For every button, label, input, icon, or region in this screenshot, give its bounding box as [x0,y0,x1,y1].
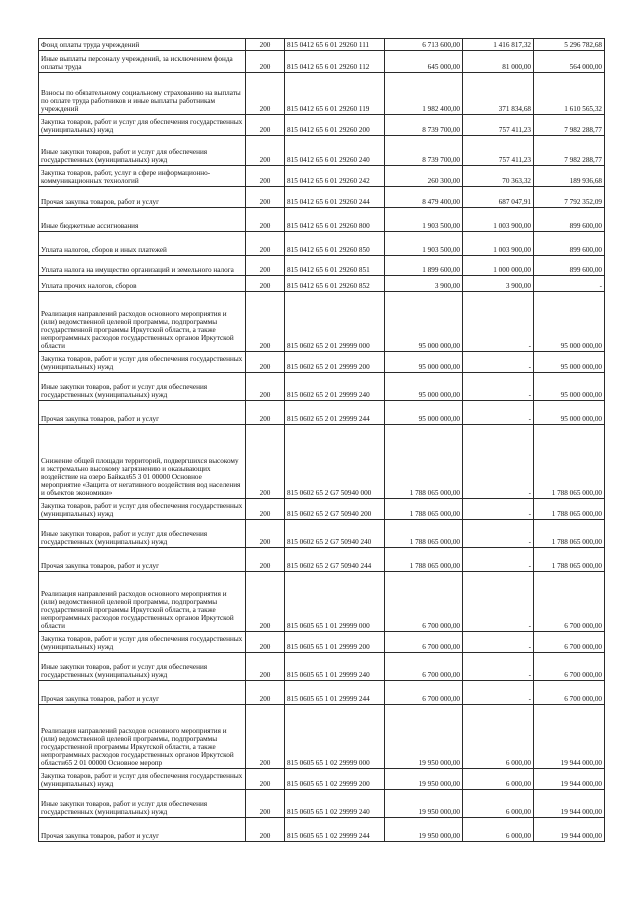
row-executed: - [463,653,534,681]
row-classification-code: 815 0412 65 6 01 29260 112 [285,51,385,73]
row-name: Иные закупки товаров, работ и услуг для обеспечения государственных (муниципальных) нужд [39,653,246,681]
table-row [39,373,605,401]
table-row [39,790,605,818]
row-classification-code: 815 0412 65 6 01 29260 111 [285,39,385,51]
row-remaining: - [534,276,605,292]
row-name: Иные закупки товаров, работ и услуг для обеспечения государственных (муниципальных) нужд [39,373,246,401]
table-row [39,520,605,548]
row-executed: 371 834,68 [463,73,534,115]
row-code: 200 [246,790,285,818]
table-row [39,208,605,232]
row-remaining: 899 600,00 [534,208,605,232]
row-executed: 757 411,23 [463,136,534,166]
row-approved: 8 739 700,00 [385,136,463,166]
row-remaining: 7 982 288,77 [534,136,605,166]
row-approved: 1 899 600,00 [385,256,463,276]
row-executed: 1 003 900,00 [463,232,534,256]
row-remaining: 1 610 565,32 [534,73,605,115]
row-code: 200 [246,681,285,705]
table-row [39,136,605,166]
table-row [39,73,605,115]
row-remaining: 189 936,68 [534,166,605,187]
row-code: 200 [246,769,285,790]
row-code: 200 [246,39,285,51]
row-name: Иные закупки товаров, работ и услуг для обеспечения государственных (муниципальных) нужд [39,520,246,548]
row-remaining: 95 000 000,00 [534,373,605,401]
row-approved: 260 300,00 [385,166,463,187]
row-code: 200 [246,520,285,548]
row-code: 200 [246,401,285,425]
row-remaining: 899 600,00 [534,232,605,256]
table-row [39,51,605,73]
row-code: 200 [246,572,285,632]
row-name: Реализация направлений расходов основного мероприятия и (или) ведомственной целевой программы, подпрограммы государственной программы Иркутской области, а также непрограммных расходов государственных органов Иркутской области65 2 01 00000 Основное меропр [39,705,246,769]
row-remaining: 1 788 065 000,00 [534,425,605,499]
row-name: Реализация направлений расходов основного мероприятия и (или) ведомственной целевой программы, подпрограммы государственной программы Иркутской области, а также непрограммных расходов государственных органов Иркутской области [39,572,246,632]
row-remaining: 95 000 000,00 [534,292,605,352]
row-executed: 1 003 900,00 [463,208,534,232]
table-row [39,632,605,653]
row-name: Закупка товаров, работ и услуг для обеспечения государственных (муниципальных) нужд [39,499,246,520]
row-classification-code: 815 0602 65 2 01 29999 240 [285,373,385,401]
row-executed: - [463,681,534,705]
row-classification-code: 815 0605 65 1 02 29999 200 [285,769,385,790]
row-name: Иные бюджетные ассигнования [39,208,246,232]
row-code: 200 [246,705,285,769]
row-approved: 1 982 400,00 [385,73,463,115]
row-remaining: 19 944 000,00 [534,790,605,818]
row-code: 200 [246,373,285,401]
row-classification-code: 815 0602 65 2 01 29999 200 [285,352,385,373]
row-remaining: 95 000 000,00 [534,401,605,425]
row-classification-code: 815 0605 65 1 02 29999 244 [285,818,385,842]
row-approved: 6 700 000,00 [385,632,463,653]
row-executed: - [463,520,534,548]
row-code: 200 [246,166,285,187]
row-approved: 95 000 000,00 [385,401,463,425]
row-remaining: 7 982 288,77 [534,115,605,136]
row-executed: 6 000,00 [463,769,534,790]
row-code: 200 [246,352,285,373]
table-row [39,352,605,373]
row-approved: 1 903 500,00 [385,208,463,232]
row-approved: 1 788 065 000,00 [385,425,463,499]
row-classification-code: 815 0412 65 6 01 29260 800 [285,208,385,232]
row-remaining: 19 944 000,00 [534,818,605,842]
table-row [39,425,605,499]
row-code: 200 [246,256,285,276]
row-classification-code: 815 0605 65 1 01 29999 244 [285,681,385,705]
row-classification-code: 815 0602 65 2 G7 50940 244 [285,548,385,572]
row-executed: 3 900,00 [463,276,534,292]
row-name: Прочая закупка товаров, работ и услуг [39,548,246,572]
row-approved: 19 950 000,00 [385,705,463,769]
row-code: 200 [246,292,285,352]
row-approved: 19 950 000,00 [385,790,463,818]
table-row [39,256,605,276]
row-executed: - [463,292,534,352]
row-code: 200 [246,276,285,292]
row-classification-code: 815 0412 65 6 01 29260 851 [285,256,385,276]
row-executed: 1 000 000,00 [463,256,534,276]
row-name: Прочая закупка товаров, работ и услуг [39,401,246,425]
table-row [39,769,605,790]
row-classification-code: 815 0605 65 1 01 29999 000 [285,572,385,632]
table-row [39,653,605,681]
row-classification-code: 815 0605 65 1 02 29999 000 [285,705,385,769]
row-remaining: 19 944 000,00 [534,769,605,790]
row-name: Закупка товаров, работ и услуг для обеспечения государственных (муниципальных) нужд [39,352,246,373]
row-remaining: 1 788 065 000,00 [534,520,605,548]
row-classification-code: 815 0602 65 2 G7 50940 200 [285,499,385,520]
row-remaining: 564 000,00 [534,51,605,73]
row-classification-code: 815 0602 65 2 01 29999 000 [285,292,385,352]
row-name: Прочая закупка товаров, работ и услуг [39,818,246,842]
row-name: Закупка товаров, работ и услуг для обеспечения государственных (муниципальных) нужд [39,115,246,136]
row-remaining: 6 700 000,00 [534,653,605,681]
table-row [39,818,605,842]
row-code: 200 [246,136,285,166]
row-classification-code: 815 0412 65 6 01 29260 240 [285,136,385,166]
row-classification-code: 815 0605 65 1 01 29999 240 [285,653,385,681]
row-executed: - [463,632,534,653]
row-name: Уплата налогов, сборов и иных платежей [39,232,246,256]
row-remaining: 95 000 000,00 [534,352,605,373]
row-code: 200 [246,115,285,136]
row-executed: - [463,401,534,425]
row-code: 200 [246,51,285,73]
row-executed: 757 411,23 [463,115,534,136]
row-approved: 95 000 000,00 [385,292,463,352]
row-classification-code: 815 0412 65 6 01 29260 244 [285,187,385,208]
row-remaining: 19 944 000,00 [534,705,605,769]
row-classification-code: 815 0602 65 2 01 29999 244 [285,401,385,425]
row-remaining: 899 600,00 [534,256,605,276]
row-approved: 1 788 065 000,00 [385,520,463,548]
table-body [39,39,605,842]
row-approved: 1 788 065 000,00 [385,499,463,520]
row-classification-code: 815 0412 65 6 01 29260 242 [285,166,385,187]
row-approved: 95 000 000,00 [385,352,463,373]
table-row [39,115,605,136]
row-executed: - [463,373,534,401]
row-name: Фонд оплаты труда учреждений [39,39,246,51]
table-row [39,705,605,769]
row-name: Иные закупки товаров, работ и услуг для обеспечения государственных (муниципальных) нужд [39,790,246,818]
row-remaining: 6 700 000,00 [534,572,605,632]
row-name: Прочая закупка товаров, работ и услуг [39,187,246,208]
row-executed: 6 000,00 [463,790,534,818]
row-remaining: 6 700 000,00 [534,632,605,653]
row-name: Закупка товаров, работ и услуг для обеспечения государственных (муниципальных) нужд [39,632,246,653]
row-executed: - [463,548,534,572]
row-executed: 81 000,00 [463,51,534,73]
table-row [39,166,605,187]
row-name: Иные выплаты персоналу учреждений, за исключением фонда оплаты труда [39,51,246,73]
row-approved: 1 788 065 000,00 [385,548,463,572]
row-executed: - [463,352,534,373]
row-approved: 6 700 000,00 [385,653,463,681]
row-code: 200 [246,653,285,681]
row-name: Реализация направлений расходов основного мероприятия и (или) ведомственной целевой программы, подпрограммы государственной программы Иркутской области, а также непрограммных расходов государственных органов Иркутской области [39,292,246,352]
row-approved: 6 713 600,00 [385,39,463,51]
row-remaining: 6 700 000,00 [534,681,605,705]
row-name: Закупка товаров, работ и услуг для обеспечения государственных (муниципальных) нужд [39,769,246,790]
row-code: 200 [246,548,285,572]
row-approved: 95 000 000,00 [385,373,463,401]
row-executed: 687 047,91 [463,187,534,208]
row-remaining: 5 296 782,68 [534,39,605,51]
row-classification-code: 815 0412 65 6 01 29260 850 [285,232,385,256]
table-row [39,401,605,425]
row-classification-code: 815 0412 65 6 01 29260 852 [285,276,385,292]
row-remaining: 1 788 065 000,00 [534,548,605,572]
row-classification-code: 815 0602 65 2 G7 50940 240 [285,520,385,548]
table-row [39,39,605,51]
row-approved: 1 903 500,00 [385,232,463,256]
row-remaining: 1 788 065 000,00 [534,499,605,520]
row-approved: 645 000,00 [385,51,463,73]
row-name: Уплата прочих налогов, сборов [39,276,246,292]
table-row [39,276,605,292]
row-executed: 1 416 817,32 [463,39,534,51]
row-approved: 3 900,00 [385,276,463,292]
row-classification-code: 815 0412 65 6 01 29260 119 [285,73,385,115]
row-classification-code: 815 0412 65 6 01 29260 200 [285,115,385,136]
row-name: Взносы по обязательному социальному страхованию на выплаты по оплате труда работников и иные выплаты работникам учреждений [39,73,246,115]
row-executed: - [463,572,534,632]
row-code: 200 [246,818,285,842]
row-approved: 8 479 400,00 [385,187,463,208]
row-name: Прочая закупка товаров, работ и услуг [39,681,246,705]
row-approved: 6 700 000,00 [385,681,463,705]
row-name: Снижение общей площади территорий, подвергшихся высокому и экстремально высокому загрязнению и оказывающих воздействие на озеро Байкал65 3 01 00000 Основное мероприятие «Защита от негативного воздействия вод населения и объектов экономики» [39,425,246,499]
table-row [39,548,605,572]
table-row [39,232,605,256]
row-code: 200 [246,73,285,115]
row-name: Иные закупки товаров, работ и услуг для обеспечения государственных (муниципальных) нужд [39,136,246,166]
row-remaining: 7 792 352,09 [534,187,605,208]
row-approved: 6 700 000,00 [385,572,463,632]
row-code: 200 [246,632,285,653]
row-code: 200 [246,232,285,256]
table-row [39,499,605,520]
row-name: Закупка товаров, работ, услуг в сфере информационно-коммуникационных технологий [39,166,246,187]
row-code: 200 [246,499,285,520]
row-executed: - [463,499,534,520]
table-row [39,681,605,705]
row-executed: 6 000,00 [463,818,534,842]
row-code: 200 [246,425,285,499]
row-executed: 6 000,00 [463,705,534,769]
row-classification-code: 815 0605 65 1 02 29999 240 [285,790,385,818]
row-classification-code: 815 0605 65 1 01 29999 200 [285,632,385,653]
row-approved: 8 739 700,00 [385,115,463,136]
table-row [39,292,605,352]
row-approved: 19 950 000,00 [385,769,463,790]
table-row [39,572,605,632]
row-code: 200 [246,208,285,232]
row-approved: 19 950 000,00 [385,818,463,842]
row-executed: 70 363,32 [463,166,534,187]
row-name: Уплата налога на имущество организаций и земельного налога [39,256,246,276]
row-code: 200 [246,187,285,208]
budget-execution-table [38,38,605,842]
row-executed: - [463,425,534,499]
table-row [39,187,605,208]
row-classification-code: 815 0602 65 2 G7 50940 000 [285,425,385,499]
